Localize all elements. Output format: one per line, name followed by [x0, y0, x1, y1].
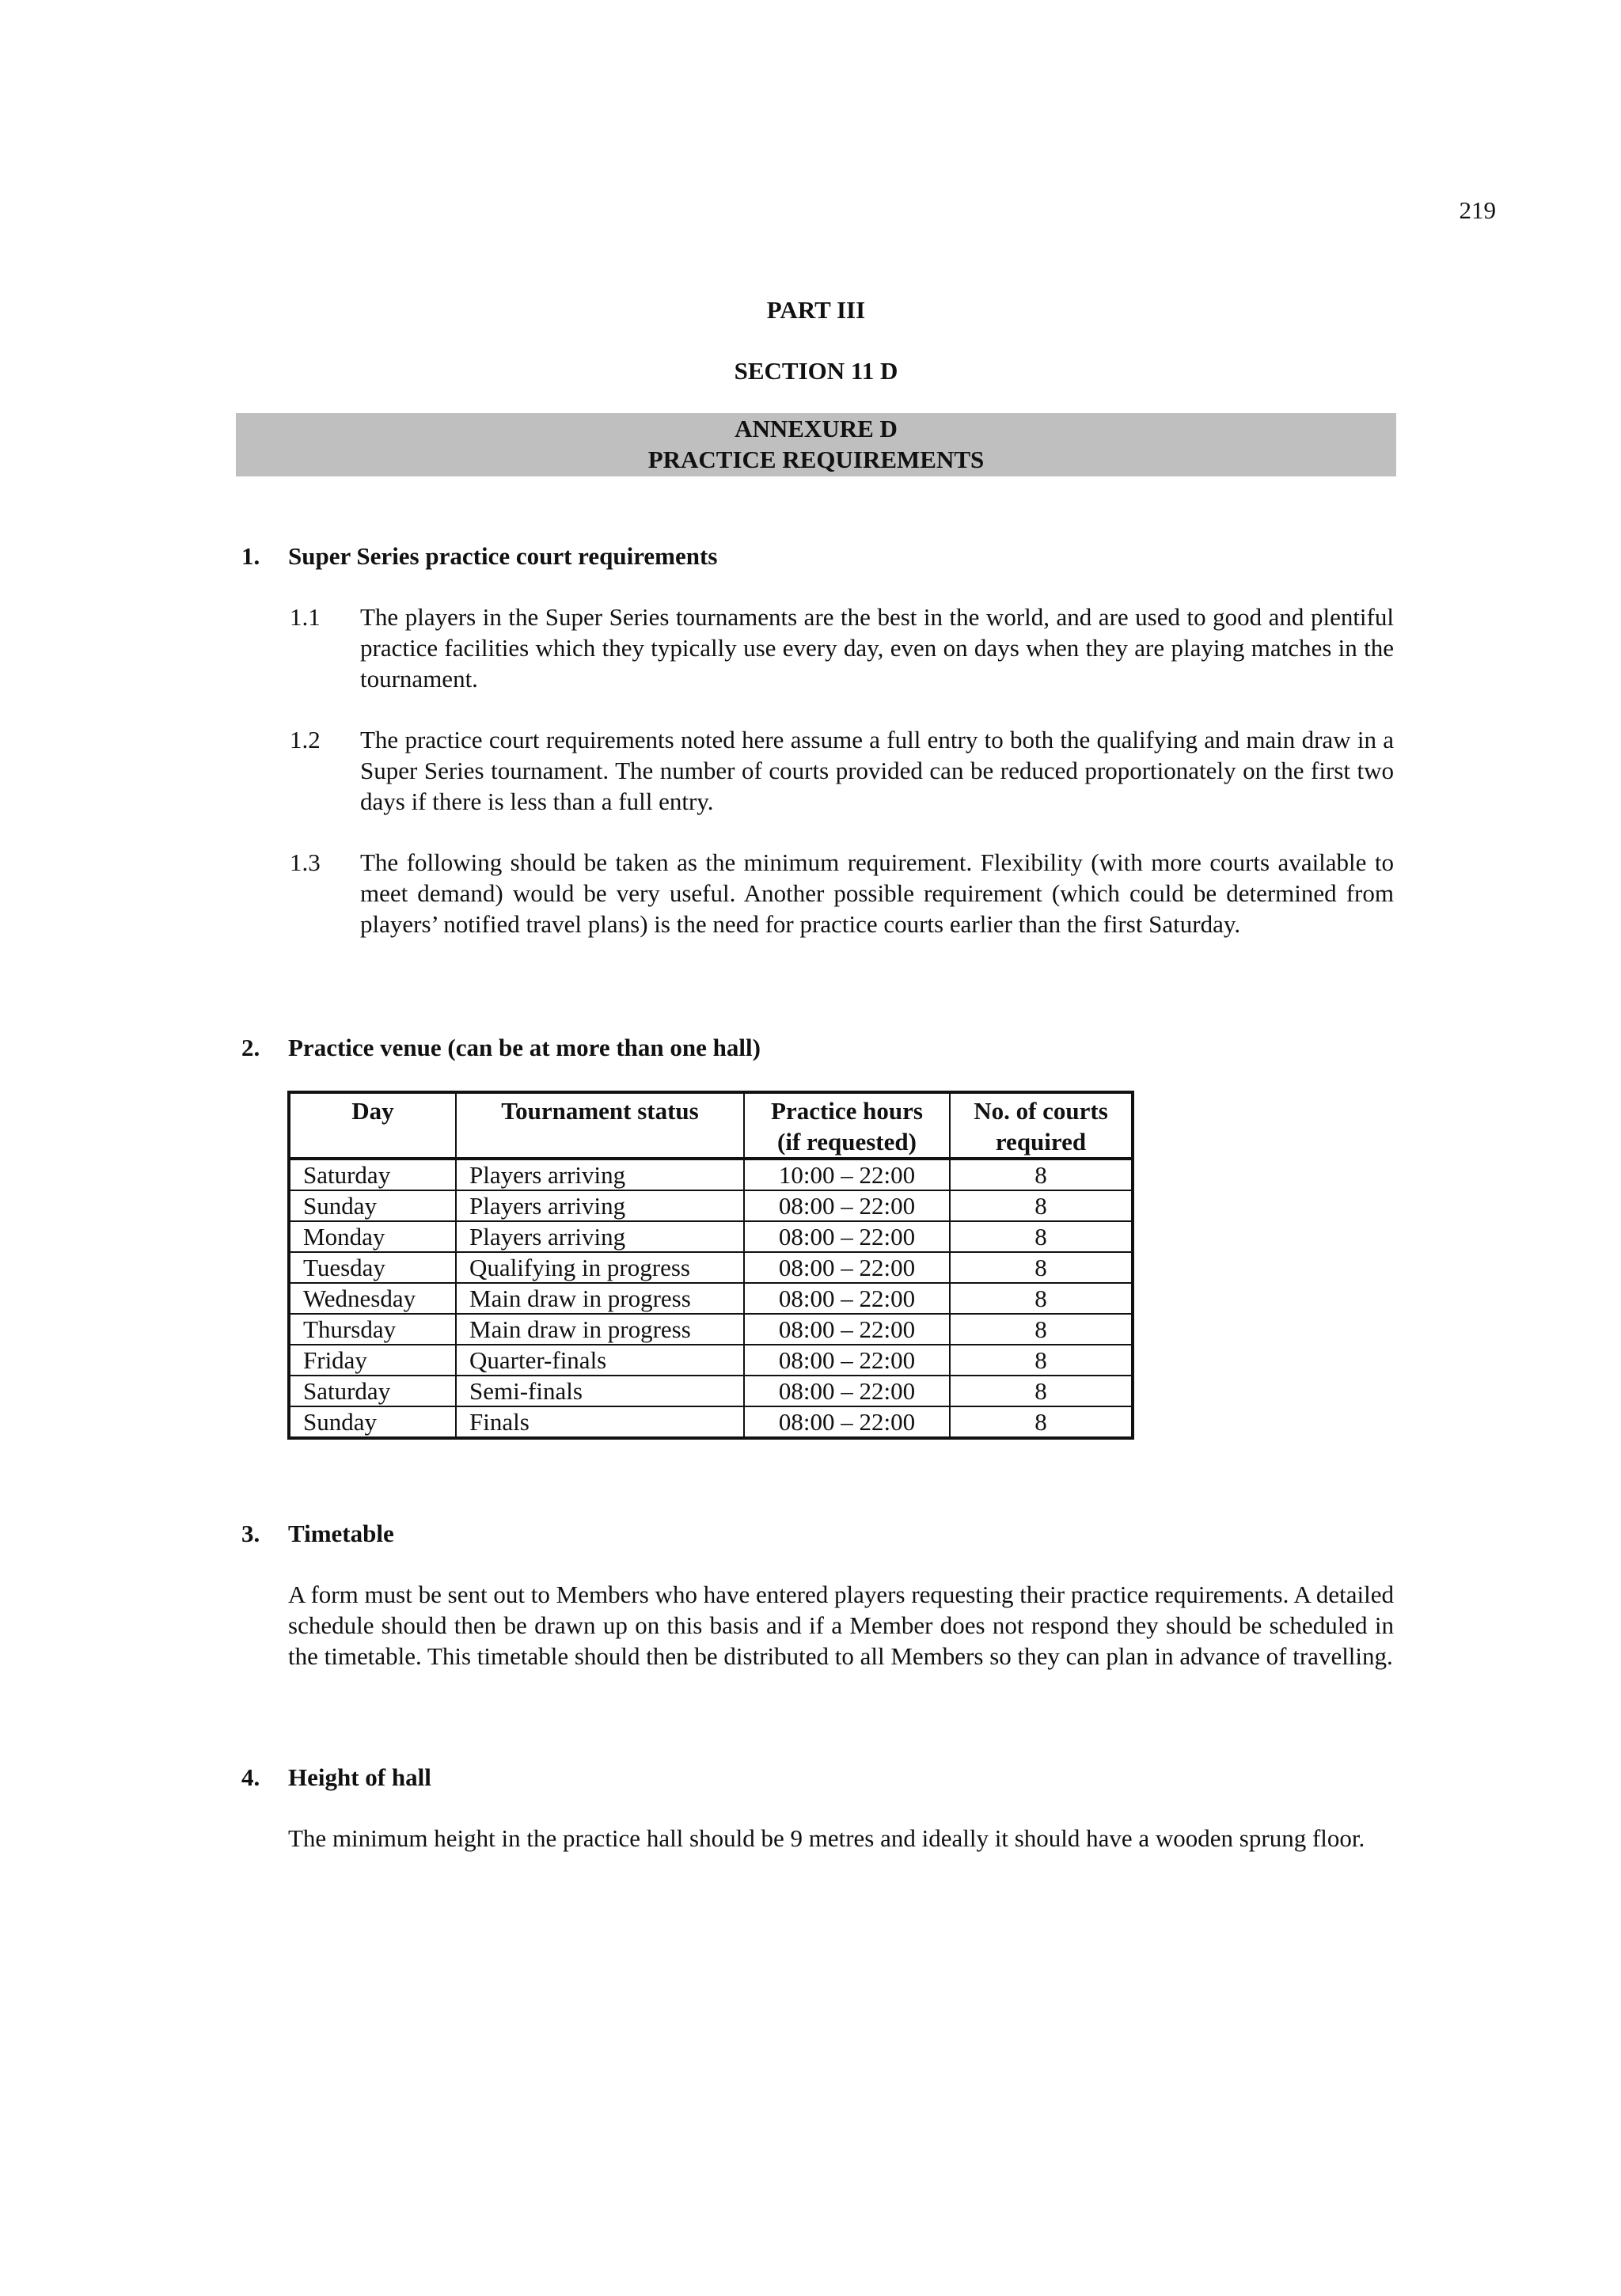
item-1-3-number: 1.3	[290, 848, 321, 876]
cell-status: Finals	[456, 1406, 744, 1438]
item-1-2-number: 1.2	[290, 726, 321, 753]
annexure-banner	[236, 413, 1396, 476]
section-4-title: Height of hall	[288, 1763, 431, 1791]
section-2-title: Practice venue (can be at more than one hall)	[288, 1034, 761, 1061]
section-3-number: 3.	[241, 1520, 260, 1547]
cell-courts: 8	[950, 1221, 1133, 1252]
cell-status: Semi-finals	[456, 1376, 744, 1406]
cell-hours: 08:00 – 22:00	[744, 1376, 950, 1406]
cell-status: Qualifying in progress	[456, 1252, 744, 1283]
cell-courts: 8	[950, 1283, 1133, 1314]
cell-courts: 8	[950, 1159, 1133, 1190]
cell-status: Main draw in progress	[456, 1314, 744, 1345]
table-row	[289, 1221, 1133, 1252]
cell-day: Saturday	[289, 1376, 456, 1406]
cell-day: Monday	[289, 1221, 456, 1252]
cell-hours: 08:00 – 22:00	[744, 1283, 950, 1314]
item-1-2-text: The practice court requirements noted here assume a full entry to both the qualifying and main draw in a Super Series tournament. The number of courts provided can be reduced proportionately on the first two days if there is less than a full entry.	[360, 726, 1394, 815]
table-row	[289, 1376, 1133, 1406]
cell-status: Players arriving	[456, 1221, 744, 1252]
cell-hours: 08:00 – 22:00	[744, 1314, 950, 1345]
table-row	[289, 1406, 1133, 1438]
table-row	[289, 1314, 1133, 1345]
cell-day: Sunday	[289, 1190, 456, 1221]
cell-hours: 08:00 – 22:00	[744, 1406, 950, 1438]
cell-status: Main draw in progress	[456, 1283, 744, 1314]
annexure-title: ANNEXURE D	[735, 415, 898, 442]
cell-hours: 08:00 – 22:00	[744, 1190, 950, 1221]
cell-hours: 10:00 – 22:00	[744, 1159, 950, 1190]
annexure-subtitle: PRACTICE REQUIREMENTS	[647, 446, 985, 473]
cell-day: Wednesday	[289, 1283, 456, 1314]
cell-hours: 08:00 – 22:00	[744, 1345, 950, 1376]
cell-hours: 08:00 – 22:00	[744, 1252, 950, 1283]
section-4-number: 4.	[241, 1763, 260, 1791]
cell-status: Quarter-finals	[456, 1345, 744, 1376]
cell-courts: 8	[950, 1406, 1133, 1438]
cell-courts: 8	[950, 1376, 1133, 1406]
cell-day: Friday	[289, 1345, 456, 1376]
cell-courts: 8	[950, 1190, 1133, 1221]
part-heading: PART III	[766, 296, 866, 324]
cell-day: Saturday	[289, 1159, 456, 1190]
cell-status: Players arriving	[456, 1159, 744, 1190]
table-row	[289, 1190, 1133, 1221]
header-tournament-status: Tournament status	[456, 1092, 744, 1159]
cell-day: Thursday	[289, 1314, 456, 1345]
table-row	[289, 1252, 1133, 1283]
section-4-text: The minimum height in the practice hall should be 9 metres and ideally it should have a wooden sprung floor.	[288, 1824, 1365, 1852]
header-courts-required: No. of courts required	[950, 1092, 1133, 1159]
section-3-text: A form must be sent out to Members who have entered players requesting their practice requirements. A detailed schedule should then be drawn up on this basis and if a Member does not respond they should be scheduled in the timetable. This timetable should then be distributed to all Members so they can plan in advance of travelling.	[288, 1581, 1394, 1670]
cell-day: Sunday	[289, 1406, 456, 1438]
cell-hours: 08:00 – 22:00	[744, 1221, 950, 1252]
cell-day: Tuesday	[289, 1252, 456, 1283]
item-1-1-text: The players in the Super Series tournaments are the best in the world, and are used to good and plentiful practice facilities which they typically use every day, even on days when they are playing matches in the tournament.	[360, 603, 1394, 693]
header-day: Day	[289, 1092, 456, 1159]
section-1-title: Super Series practice court requirements	[288, 542, 718, 570]
practice-table	[287, 1091, 1134, 1440]
section-3-title: Timetable	[288, 1520, 394, 1547]
cell-courts: 8	[950, 1252, 1133, 1283]
cell-courts: 8	[950, 1314, 1133, 1345]
cell-courts: 8	[950, 1345, 1133, 1376]
table-row	[289, 1159, 1133, 1190]
section-1-number: 1.	[241, 542, 260, 570]
cell-status: Players arriving	[456, 1190, 744, 1221]
table-row	[289, 1283, 1133, 1314]
section-2-number: 2.	[241, 1034, 260, 1061]
header-practice-hours: Practice hours (if requested)	[744, 1092, 950, 1159]
table-row	[289, 1345, 1133, 1376]
item-1-3-text: The following should be taken as the minimum requirement. Flexibility (with more courts available to meet demand) would be very useful. Another possible requirement (which could be determined from players’ notified travel plans) is the need for practice courts earlier than the first Saturday.	[360, 848, 1394, 938]
table-header-row	[289, 1092, 1133, 1159]
page-number: 219	[1459, 196, 1496, 224]
item-1-1-number: 1.1	[290, 603, 321, 631]
section-heading: SECTION 11 D	[734, 357, 898, 385]
